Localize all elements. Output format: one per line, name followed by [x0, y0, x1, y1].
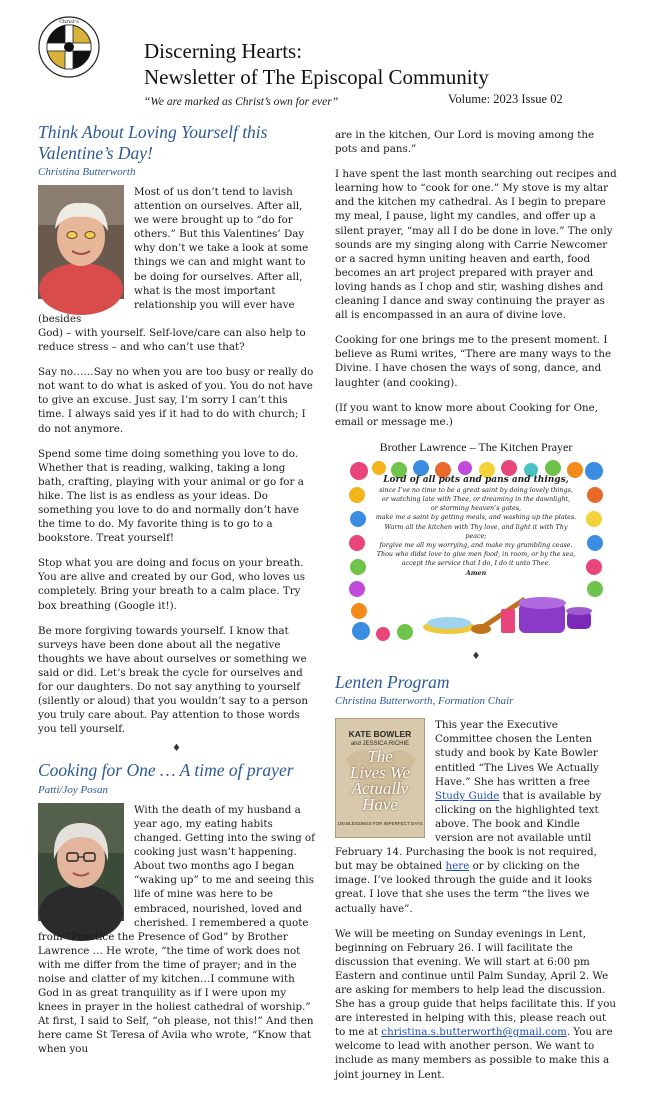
- intro-line: cherished. I remembered a quote: [134, 916, 309, 929]
- article-3-para-2: [335, 927, 617, 1082]
- article-3-title: Lenten Program: [335, 671, 450, 692]
- section-divider: ♦: [471, 650, 481, 662]
- article-3-para-2-text: . You are welcome to lead with another person. We want to include as many members as possible to make this a joint journey in Lent.: [335, 1026, 613, 1081]
- lenten-line: This year the Executive: [435, 719, 558, 732]
- kitchen-prayer-image: [349, 461, 603, 641]
- prayer-line: Thou who didst love to give men food, in room, or by the sea,: [376, 550, 576, 559]
- lenten-line: clicking on the highlighted text: [435, 803, 599, 816]
- intro-line: changed. Getting into the swing of: [134, 832, 315, 845]
- article-2-para-3: Cooking for one brings me to the present moment. I believe as Rumi writes, “There are many ways to the Divine. I have chosen the ways of song, dance, and laughter (and cooking).: [335, 334, 612, 389]
- book-author-line-2: and JESSICA RICHIE: [350, 741, 410, 748]
- book-title-line: Lives We: [349, 763, 411, 783]
- article-3-body: [335, 718, 617, 915]
- section-divider: ♦: [172, 743, 181, 755]
- intro-line: life of mine was here to be: [134, 888, 273, 901]
- intro-line: cooking just wasn’t happening.: [134, 846, 297, 859]
- prayer-line: Amen: [465, 568, 487, 577]
- intro-line: year ago, my eating habits: [134, 817, 273, 830]
- intro-line: things we can and might want to: [134, 256, 306, 269]
- article-1-title: [38, 122, 315, 163]
- article-1-para-2: Say no……Say no when you are too busy or really do not want to do what is asked of you. You do not have to give an excuse. Just say, I’m sorry I can’t this time. I always said yes if it had to do with church; I do not anymore.: [38, 366, 314, 435]
- intro-line: we were brought up to “do for: [134, 214, 293, 227]
- prayer-line: forgive me all my worrying, and make my grumbling cease.: [379, 541, 573, 549]
- article-1-para-5: Be more forgiving towards yourself. I know that surveys have been done about all the negative thoughts we have about ourselves or something we said or did. Let’s break the cycle for ourselves and for our daughters. Do not say anything to yourself (silently or aloud) that you wouldn’t say to a person you truly care about. Pay attention to those words you tell yourself.: [38, 624, 309, 736]
- book-subtitle: 100 BLESSINGS FOR IMPERFECT DAYS: [337, 821, 423, 827]
- book-title-line: The: [367, 747, 393, 767]
- prayer-caption: Brother Lawrence – The Kitchen Prayer: [379, 439, 573, 454]
- article-1-para-3: Spend some time doing something you love to do. Whether that is reading, walking, taking a long bath, crafting, playing with your animal or go for a hike. The list is as endless as your ideas. Do something you love to do and normally don’t have the time to do. My favorite thing is to go to a bookstore. Treat yourself!: [38, 447, 304, 545]
- lenten-line: study and book by Kate Bowler: [435, 747, 598, 760]
- prayer-line: Warm all the kitchen with Thy love, and light it with Thy peace;: [384, 522, 568, 540]
- newsletter-title: [144, 38, 489, 90]
- lenten-line: entitled “The Lives We Actually: [435, 761, 599, 774]
- community-logo: [38, 16, 100, 78]
- intro-line: be doing for ourselves. After all,: [134, 270, 303, 283]
- book-title: [336, 749, 424, 813]
- prayer-text: [375, 475, 577, 578]
- intro-line: why don’t we take a look at some: [134, 242, 309, 255]
- intro-line: About two months ago I began: [134, 860, 295, 873]
- intro-line: Most of us don’t tend to lavish: [134, 186, 293, 198]
- intro-line: what is the most important: [134, 284, 276, 297]
- article-1-title-line-2: Valentine’s Day!: [38, 142, 153, 163]
- lenten-tail-text: February 14. Purchasing the book is not required, but may be obtained: [335, 846, 597, 873]
- intro-line: attention on ourselves. After all,: [134, 200, 303, 213]
- intro-line: With the death of my husband a: [134, 803, 301, 816]
- lenten-tail: [335, 845, 617, 915]
- article-1-byline: Christina Butterworth: [38, 166, 136, 178]
- lenten-line: version are not available until: [435, 832, 592, 845]
- article-1-para-4: Stop what you are doing and focus on your breath. You are alive and created by our God, who loves us completely. Bring your breath to a calm place. Try box breathing (Google it!).: [38, 557, 306, 612]
- intro-tail: from “Practice the Presence of God” by Brother Lawrence … He wrote, “the time of work does not with me differ from the time of prayer; and in the noise and clatter of my kitchen…I commune with God in as great tranquility as if I were upon my knees in prayer in the holiest cathedral of worship.” At first, I said to Self, “oh please, not this!” And then here came St Teresa of Avila who wrote, “Know that when you: [38, 930, 314, 1056]
- lenten-tail-text: or by clicking on the image. I’ve looked through the guide and it looks great. I love that she uses the term “the lives we actually have”.: [335, 860, 593, 915]
- book-author-line-1: KATE BOWLER: [348, 729, 412, 740]
- book-cover[interactable]: [335, 718, 425, 838]
- article-2-para-4: (If you want to know more about Cooking for One, email or message me.): [335, 401, 599, 428]
- prayer-line: make me a saint by getting meals, and washing up the plates.: [375, 513, 577, 522]
- article-1-title-line-1: Think About Loving Yourself this: [38, 122, 268, 142]
- motto: “We are marked as Christ’s own for ever”: [144, 96, 339, 108]
- left-column: [38, 122, 315, 1068]
- volume-label: Volume: 2023 Issue 02: [448, 92, 563, 106]
- lenten-line: above. The book and Kindle: [435, 817, 580, 830]
- lenten-line: Committee chosen the Lenten: [435, 733, 593, 746]
- article-1-intro: [38, 185, 315, 354]
- right-column: [335, 128, 617, 1093]
- book-purchase-link[interactable]: here: [445, 860, 470, 873]
- prayer-line: or watching late with Thee, or dreaming in the dawnlight,: [381, 494, 571, 503]
- article-2-byline: Patti/Joy Posan: [38, 783, 108, 796]
- intro-line: embraced, nourished, loved and: [134, 902, 302, 915]
- book-title-line: Have: [362, 795, 398, 815]
- author-photo-patti: [38, 803, 124, 921]
- intro-line: others.” But this Valentines’ Day: [134, 228, 305, 241]
- lenten-line: Have.” She has written a free: [435, 775, 590, 788]
- article-2-title: Cooking for One … A time of prayer: [38, 760, 294, 781]
- title-line-1: Discerning Hearts:: [144, 39, 303, 63]
- email-link[interactable]: christina.s.butterworth@gmail.com: [381, 1026, 567, 1039]
- title-line-2: Newsletter of The Episcopal Community: [144, 65, 489, 89]
- book-title-line: Actually: [351, 779, 409, 799]
- intro-line: relationship you will ever have (besides: [38, 298, 295, 325]
- intro-line: “waking up” to me and seeing this: [134, 874, 314, 887]
- prayer-line: since I’ve no time to be a great saint by doing lovely things,: [379, 485, 573, 494]
- logo-text: Christ's: [59, 19, 79, 25]
- prayer-line: or storming heaven’s gates,: [430, 504, 522, 513]
- study-guide-link[interactable]: Study Guide: [435, 789, 500, 802]
- lenten-line-tail: that is available by: [499, 789, 602, 802]
- article-3-para-2-text: We will be meeting on Sunday evenings in Lent, beginning on February 26. I will facilitate the discussion that evening. We will start at 6:00 pm Eastern and continue until Palm Sunday, April 2. We are asking for members to help lead the discussion. She has a group guide that helps facilitate this. If you are interested in helping with this, please reach out to me at: [335, 927, 617, 1039]
- intro-tail: God) – with yourself. Self-love/care can also help to reduce stress – and who can’t use that?: [38, 326, 306, 354]
- article-2-intro: [38, 803, 315, 1057]
- article-2-continued: are in the kitchen, Our Lord is moving among the pots and pans.”: [335, 129, 595, 156]
- article-2-para-2: I have spent the last month searching out recipes and learning how to “cook for one.” My stove is my altar and the kitchen my cathedral. As I begin to prepare my meal, I pause, light my candles, and offer up a silent prayer, “may all I do be done in love.” The only sounds are my singing along with Carrie Newcomer or a sacred hymn uniting heaven and earth, food becomes an art project prepared with prayer and loving hands as I chop and stir, washing dishes and cleaning I dance and sway continuing the prayer as all is encompassed in an aura of divine love.: [335, 168, 617, 322]
- prayer-line: accept the service that I do, I do it unto Thee.: [401, 559, 551, 568]
- author-photo-christina: [38, 185, 124, 299]
- article-3-byline: Christina Butterworth, Formation Chair: [335, 695, 514, 708]
- prayer-line: Lord of all pots and pans and things,: [383, 474, 569, 485]
